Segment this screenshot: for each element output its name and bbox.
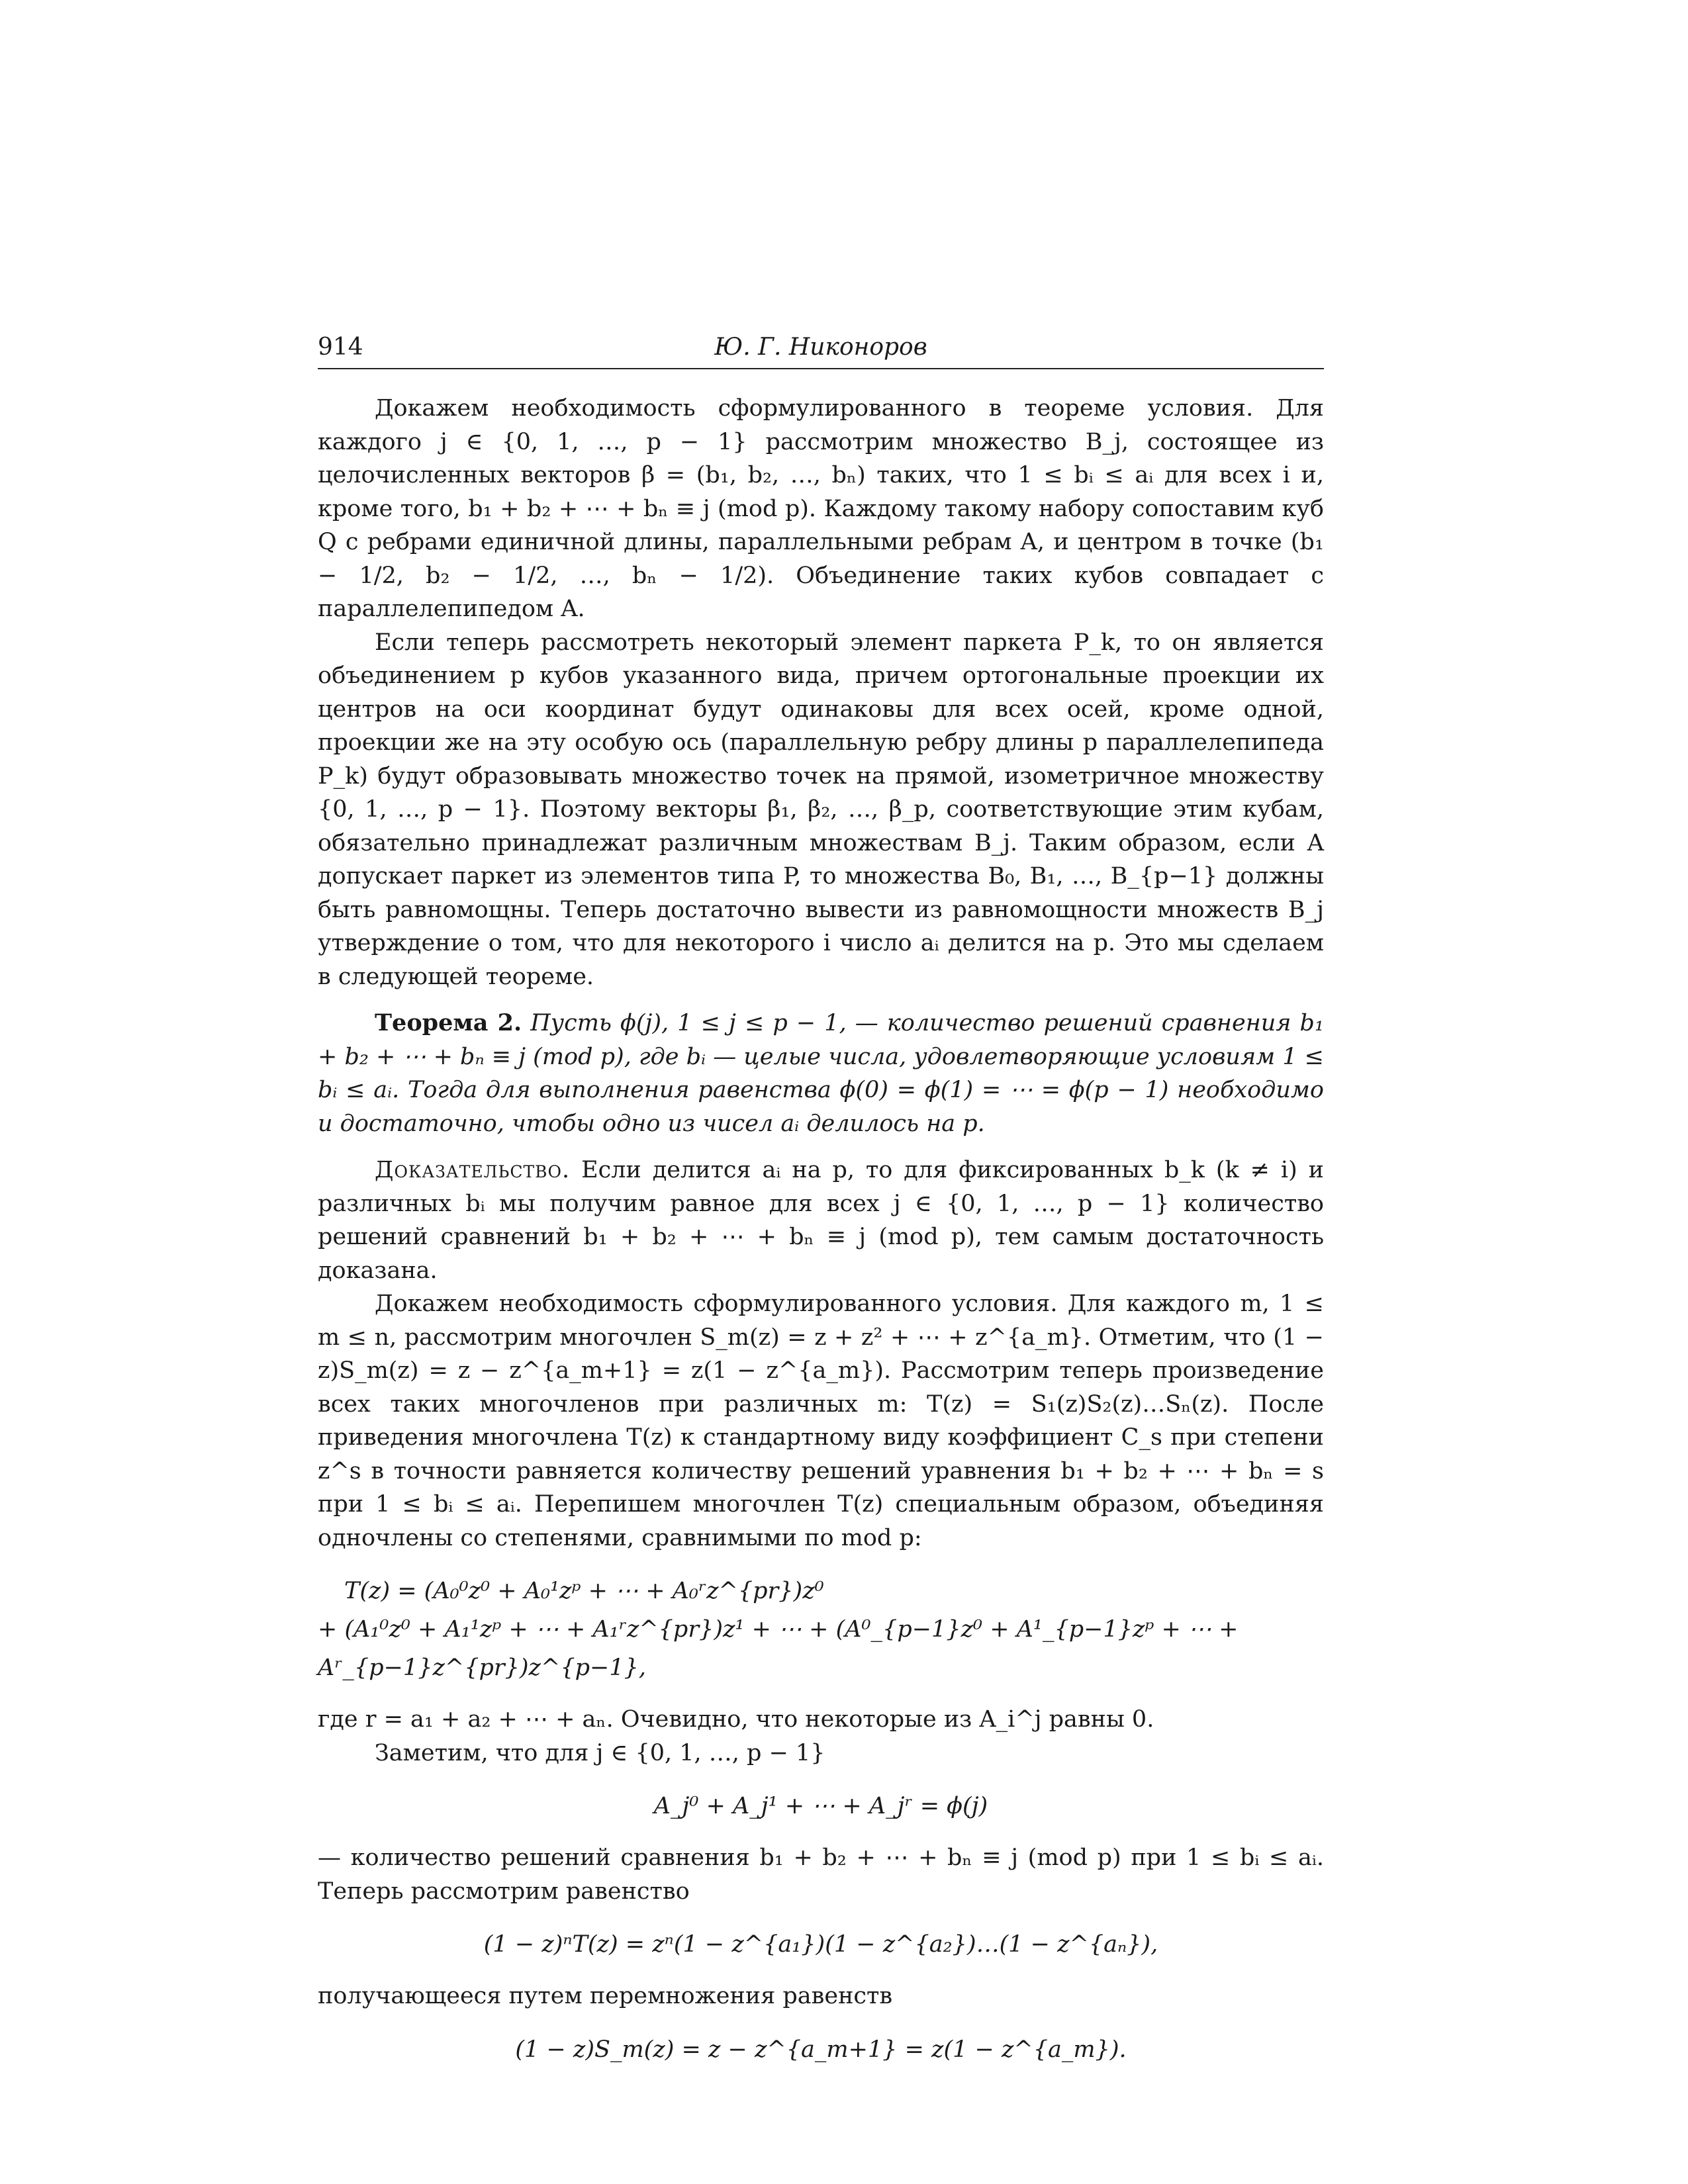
proof xyxy=(318,1154,1324,1287)
equation-T-expansion xyxy=(318,1572,1324,1687)
page-number: 914 xyxy=(318,334,363,361)
equation-product-line: (1 − z)ⁿT(z) = zⁿ(1 − z^{a₁})(1 − z^{a₂})…(1 − z^{aₙ}), xyxy=(483,1931,1158,1958)
equation-phi xyxy=(318,1787,1324,1825)
running-header xyxy=(318,331,1324,369)
paragraph-note: Заметим, что для j ∈ {0, 1, …, p − 1} xyxy=(375,1739,825,1766)
paragraph-count: — количество решений сравнения b₁ + b₂ + ⋯ + bₙ ≡ j (mod p) при 1 ≤ bᵢ ≤ aᵢ. Теперь рассмотрим равенство xyxy=(318,1844,1324,1905)
equation-line-2: + (A₁⁰z⁰ + A₁¹zᵖ + ⋯ + A₁ʳz^{pr})z¹ + ⋯ + (A⁰_{p−1}z⁰ + A¹_{p−1}zᵖ + ⋯ + Aʳ_{p−1}z^{pr})z^{p−1}, xyxy=(318,1616,1239,1681)
paragraph-r-definition: где r = a₁ + a₂ + ⋯ + aₙ. Очевидно, что некоторые из A_i^j равны 0. xyxy=(318,1706,1154,1733)
paragraph-necessity: Докажем необходимость сформулированного в теореме условия. Для каждого j ∈ {0, 1, …, p − 1} рассмотрим множество B_j, состоящее из целочисленных векторов β = (b₁, b₂, …, bₙ) таких, что 1 ≤ bᵢ ≤ aᵢ для всех i и, кроме того, b₁ + b₂ + ⋯ + bₙ ≡ j (mod p). Каждому такому набору сопоставим куб Q с ребрами единичной длины, параллельными ребрам A, и центром в точке (b₁ − 1/2, b₂ − 1/2, …, bₙ − 1/2). Объединение таких кубов совпадает с параллелепипедом A. xyxy=(318,395,1324,622)
equation-phi-line: A_j⁰ + A_j¹ + ⋯ + A_jʳ = ϕ(j) xyxy=(653,1793,988,1819)
running-head-author: Ю. Г. Никоноров xyxy=(714,334,927,361)
equation-product xyxy=(318,1925,1324,1964)
proof-heading: Доказательство. xyxy=(375,1157,571,1183)
equation-Sm xyxy=(318,2030,1324,2069)
page xyxy=(318,331,1324,2085)
theorem-statement: Пусть ϕ(j), 1 ≤ j ≤ p − 1, — количество решений сравнения b₁ + b₂ + ⋯ + bₙ ≡ j (mod p), где bᵢ — целые числа, удовлетворяющие условиям 1 ≤ bᵢ ≤ aᵢ. Тогда для выполнения равенства ϕ(0) = ϕ(1) = ⋯ = ϕ(p − 1) необходимо и достаточно, чтобы одно из чисел aᵢ делилось на p. xyxy=(318,1010,1325,1137)
paragraph-parquet: Если теперь рассмотреть некоторый элемент паркета P_k, то он является объединением p кубов указанного вида, причем ортогональные проекции их центров на оси координат будут одинаковы для всех осей, кроме одной, проекции же на эту особую ось (параллельную ребру длины p параллелепипеда P_k) будут образовывать множество точек на прямой, изометричное множеству {0, 1, …, p − 1}. Поэтому векторы β₁, β₂, …, β_p, соответствующие этим кубам, обязательно принадлежат различным множествам B_j. Таким образом, если A допускает паркет из элементов типа P, то множества B₀, B₁, …, B_{p−1} должны быть равномощны. Теперь достаточно вывести из равномощности множеств B_j утверждение о том, что для некоторого i число aᵢ делится на p. Это мы сделаем в следующей теореме. xyxy=(318,629,1324,990)
article-body xyxy=(318,392,1324,2069)
theorem-heading: Теорема 2. xyxy=(375,1009,522,1036)
theorem-2 xyxy=(318,1007,1324,1140)
equation-Sm-line: (1 − z)S_m(z) = z − z^{a_m+1} = z(1 − z^{a_m}). xyxy=(515,2036,1127,2063)
proof-text: Если делится aᵢ на p, то для фиксированных b_k (k ≠ i) и различных bᵢ мы получим равное для всех j ∈ {0, 1, …, p − 1} количество решений сравнений b₁ + b₂ + ⋯ + bₙ ≡ j (mod p), тем самым достаточность доказана. xyxy=(318,1157,1324,1284)
equation-line-1: T(z) = (A₀⁰z⁰ + A₀¹zᵖ + ⋯ + A₀ʳz^{pr})z⁰ xyxy=(344,1578,824,1604)
paragraph-multiplying: получающееся путем перемножения равенств xyxy=(318,1983,893,2009)
paragraph-polynomial: Докажем необходимость сформулированного условия. Для каждого m, 1 ≤ m ≤ n, рассмотрим многочлен S_m(z) = z + z² + ⋯ + z^{a_m}. Отметим, что (1 − z)S_m(z) = z − z^{a_m+1} = z(1 − z^{a_m}). Рассмотрим теперь произведение всех таких многочленов при различных m: T(z) = S₁(z)S₂(z)…Sₙ(z). После приведения многочлена T(z) к стандартному виду коэффициент C_s при степени z^s в точности равняется количеству решений уравнения b₁ + b₂ + ⋯ + bₙ = s при 1 ≤ bᵢ ≤ aᵢ. Перепишем многочлен T(z) специальным образом, объединяя одночлены со степенями, сравнимыми по mod p: xyxy=(318,1291,1324,1551)
